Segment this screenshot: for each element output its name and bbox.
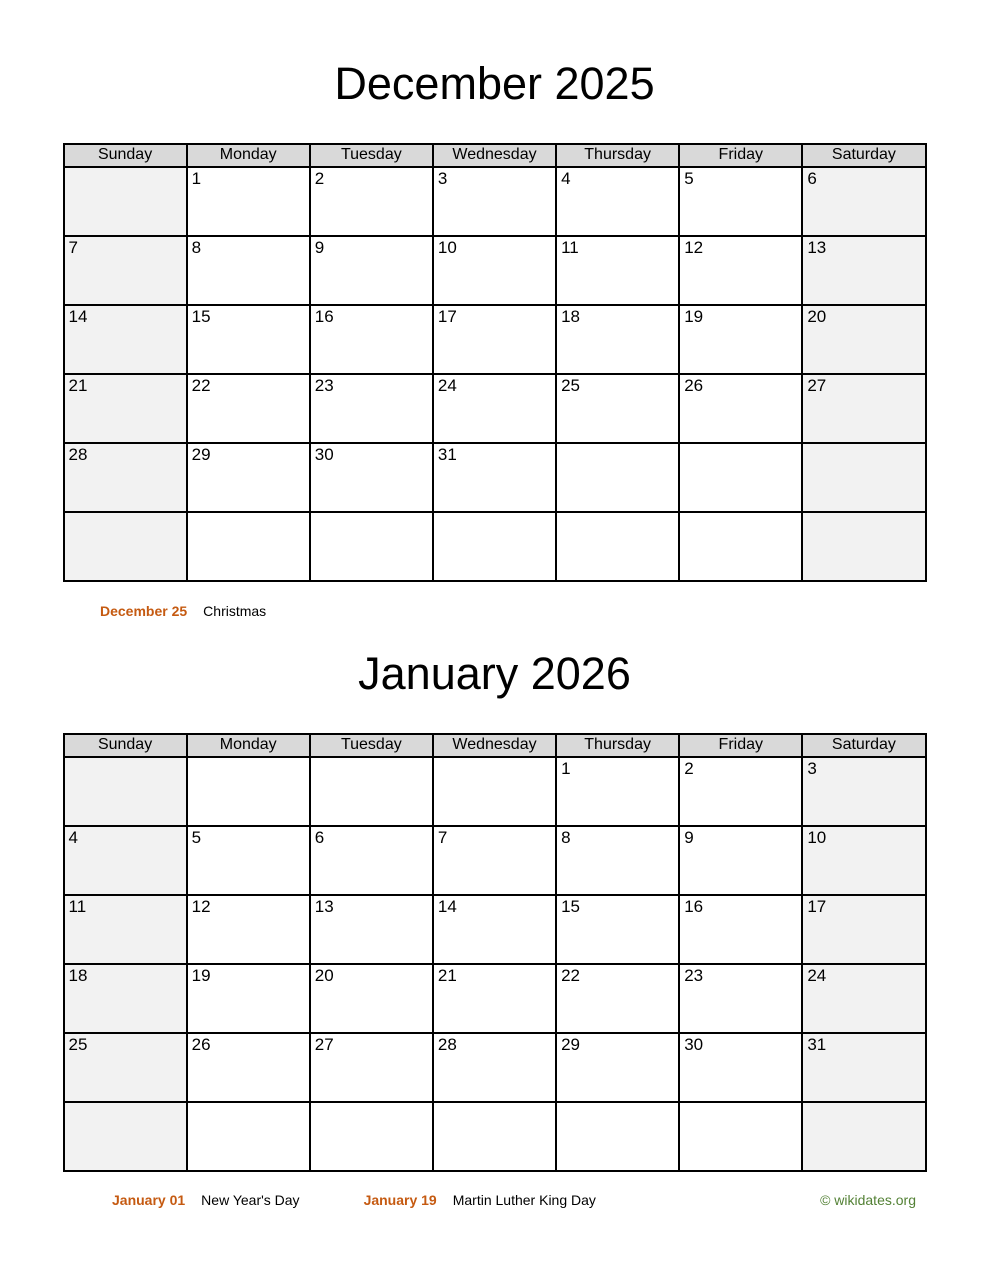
- day-cell-22: 22: [187, 374, 310, 443]
- december-calendar-body: [64, 167, 926, 581]
- day-cell-3: 3: [433, 167, 556, 236]
- day-cell-29: 29: [556, 1033, 679, 1102]
- empty-day-cell: [310, 1102, 433, 1171]
- week-row: [64, 826, 926, 895]
- day-cell-16: 16: [679, 895, 802, 964]
- empty-day-cell: [802, 512, 925, 581]
- day-cell-24: 24: [802, 964, 925, 1033]
- empty-day-cell: [679, 512, 802, 581]
- weekday-header-sunday: Sunday: [64, 734, 187, 757]
- day-cell-4: 4: [64, 826, 187, 895]
- january-weekday-header-row: [64, 734, 926, 757]
- week-row: [64, 374, 926, 443]
- day-cell-13: 13: [310, 895, 433, 964]
- week-row: [64, 757, 926, 826]
- day-cell-3: 3: [802, 757, 925, 826]
- week-row: [64, 443, 926, 512]
- weekday-header-sunday: Sunday: [64, 144, 187, 167]
- page-footer: [112, 1192, 926, 1209]
- day-cell-15: 15: [556, 895, 679, 964]
- day-cell-20: 20: [310, 964, 433, 1033]
- day-cell-1: 1: [556, 757, 679, 826]
- holiday-note-new-years-day: [112, 1192, 300, 1209]
- empty-day-cell: [310, 512, 433, 581]
- day-cell-23: 23: [310, 374, 433, 443]
- week-row: [64, 1102, 926, 1171]
- december-calendar-table: [63, 143, 927, 582]
- january-calendar-title: January 2026: [358, 648, 631, 699]
- weekday-header-thursday: Thursday: [556, 734, 679, 757]
- weekday-header-tuesday: Tuesday: [310, 734, 433, 757]
- empty-day-cell: [187, 512, 310, 581]
- day-cell-9: 9: [679, 826, 802, 895]
- wikidates-copyright: © wikidates.org: [820, 1192, 916, 1208]
- empty-day-cell: [187, 1102, 310, 1171]
- week-row: [64, 305, 926, 374]
- day-cell-30: 30: [310, 443, 433, 512]
- day-cell-29: 29: [187, 443, 310, 512]
- day-cell-27: 27: [310, 1033, 433, 1102]
- day-cell-20: 20: [802, 305, 925, 374]
- weekday-header-saturday: Saturday: [802, 144, 925, 167]
- day-cell-8: 8: [187, 236, 310, 305]
- day-cell-19: 19: [187, 964, 310, 1033]
- day-cell-10: 10: [802, 826, 925, 895]
- december-weekday-header-row: [64, 144, 926, 167]
- empty-day-cell: [310, 757, 433, 826]
- day-cell-21: 21: [64, 374, 187, 443]
- weekday-header-tuesday: Tuesday: [310, 144, 433, 167]
- day-cell-22: 22: [556, 964, 679, 1033]
- holiday-note-date: December 25: [100, 603, 188, 619]
- empty-day-cell: [187, 757, 310, 826]
- day-cell-1: 1: [187, 167, 310, 236]
- empty-day-cell: [433, 1102, 556, 1171]
- empty-day-cell: [556, 512, 679, 581]
- weekday-header-wednesday: Wednesday: [433, 734, 556, 757]
- day-cell-11: 11: [64, 895, 187, 964]
- day-cell-25: 25: [64, 1033, 187, 1102]
- day-cell-7: 7: [433, 826, 556, 895]
- day-cell-16: 16: [310, 305, 433, 374]
- holiday-note-label: Martin Luther King Day: [452, 1192, 596, 1208]
- day-cell-18: 18: [556, 305, 679, 374]
- december-holiday-notes: [100, 603, 926, 620]
- empty-day-cell: [679, 1102, 802, 1171]
- day-cell-17: 17: [433, 305, 556, 374]
- holiday-note-date: January 19: [363, 1192, 437, 1208]
- january-calendar-table: [63, 733, 927, 1172]
- empty-day-cell: [556, 443, 679, 512]
- day-cell-25: 25: [556, 374, 679, 443]
- week-row: [64, 1033, 926, 1102]
- day-cell-2: 2: [679, 757, 802, 826]
- weekday-header-thursday: Thursday: [556, 144, 679, 167]
- day-cell-2: 2: [310, 167, 433, 236]
- weekday-header-saturday: Saturday: [802, 734, 925, 757]
- day-cell-26: 26: [679, 374, 802, 443]
- day-cell-17: 17: [802, 895, 925, 964]
- empty-day-cell: [802, 443, 925, 512]
- day-cell-13: 13: [802, 236, 925, 305]
- empty-day-cell: [556, 1102, 679, 1171]
- weekday-header-wednesday: Wednesday: [433, 144, 556, 167]
- day-cell-6: 6: [802, 167, 925, 236]
- holiday-note-mlk-day: [364, 1192, 596, 1209]
- week-row: [64, 167, 926, 236]
- day-cell-12: 12: [679, 236, 802, 305]
- week-row: [64, 895, 926, 964]
- day-cell-31: 31: [433, 443, 556, 512]
- day-cell-5: 5: [679, 167, 802, 236]
- day-cell-31: 31: [802, 1033, 925, 1102]
- weekday-header-friday: Friday: [679, 734, 802, 757]
- empty-day-cell: [64, 757, 187, 826]
- december-calendar-title: December 2025: [334, 58, 655, 109]
- weekday-header-monday: Monday: [187, 734, 310, 757]
- day-cell-26: 26: [187, 1033, 310, 1102]
- empty-day-cell: [64, 512, 187, 581]
- holiday-note-label: Christmas: [203, 603, 267, 619]
- day-cell-10: 10: [433, 236, 556, 305]
- day-cell-28: 28: [64, 443, 187, 512]
- holiday-note-label: New Year's Day: [201, 1192, 300, 1208]
- day-cell-9: 9: [310, 236, 433, 305]
- week-row: [64, 236, 926, 305]
- empty-day-cell: [64, 1102, 187, 1171]
- day-cell-23: 23: [679, 964, 802, 1033]
- january-calendar-body: [64, 757, 926, 1171]
- day-cell-11: 11: [556, 236, 679, 305]
- weekday-header-monday: Monday: [187, 144, 310, 167]
- empty-day-cell: [433, 757, 556, 826]
- weekday-header-friday: Friday: [679, 144, 802, 167]
- week-row: [64, 512, 926, 581]
- day-cell-27: 27: [802, 374, 925, 443]
- day-cell-8: 8: [556, 826, 679, 895]
- holiday-note-christmas: [100, 603, 266, 620]
- empty-day-cell: [433, 512, 556, 581]
- empty-day-cell: [64, 167, 187, 236]
- day-cell-15: 15: [187, 305, 310, 374]
- day-cell-5: 5: [187, 826, 310, 895]
- day-cell-30: 30: [679, 1033, 802, 1102]
- day-cell-28: 28: [433, 1033, 556, 1102]
- day-cell-19: 19: [679, 305, 802, 374]
- empty-day-cell: [802, 1102, 925, 1171]
- day-cell-6: 6: [310, 826, 433, 895]
- week-row: [64, 964, 926, 1033]
- day-cell-21: 21: [433, 964, 556, 1033]
- empty-day-cell: [679, 443, 802, 512]
- day-cell-14: 14: [64, 305, 187, 374]
- day-cell-24: 24: [433, 374, 556, 443]
- holiday-note-date: January 01: [112, 1192, 186, 1208]
- day-cell-4: 4: [556, 167, 679, 236]
- day-cell-14: 14: [433, 895, 556, 964]
- day-cell-7: 7: [64, 236, 187, 305]
- day-cell-18: 18: [64, 964, 187, 1033]
- day-cell-12: 12: [187, 895, 310, 964]
